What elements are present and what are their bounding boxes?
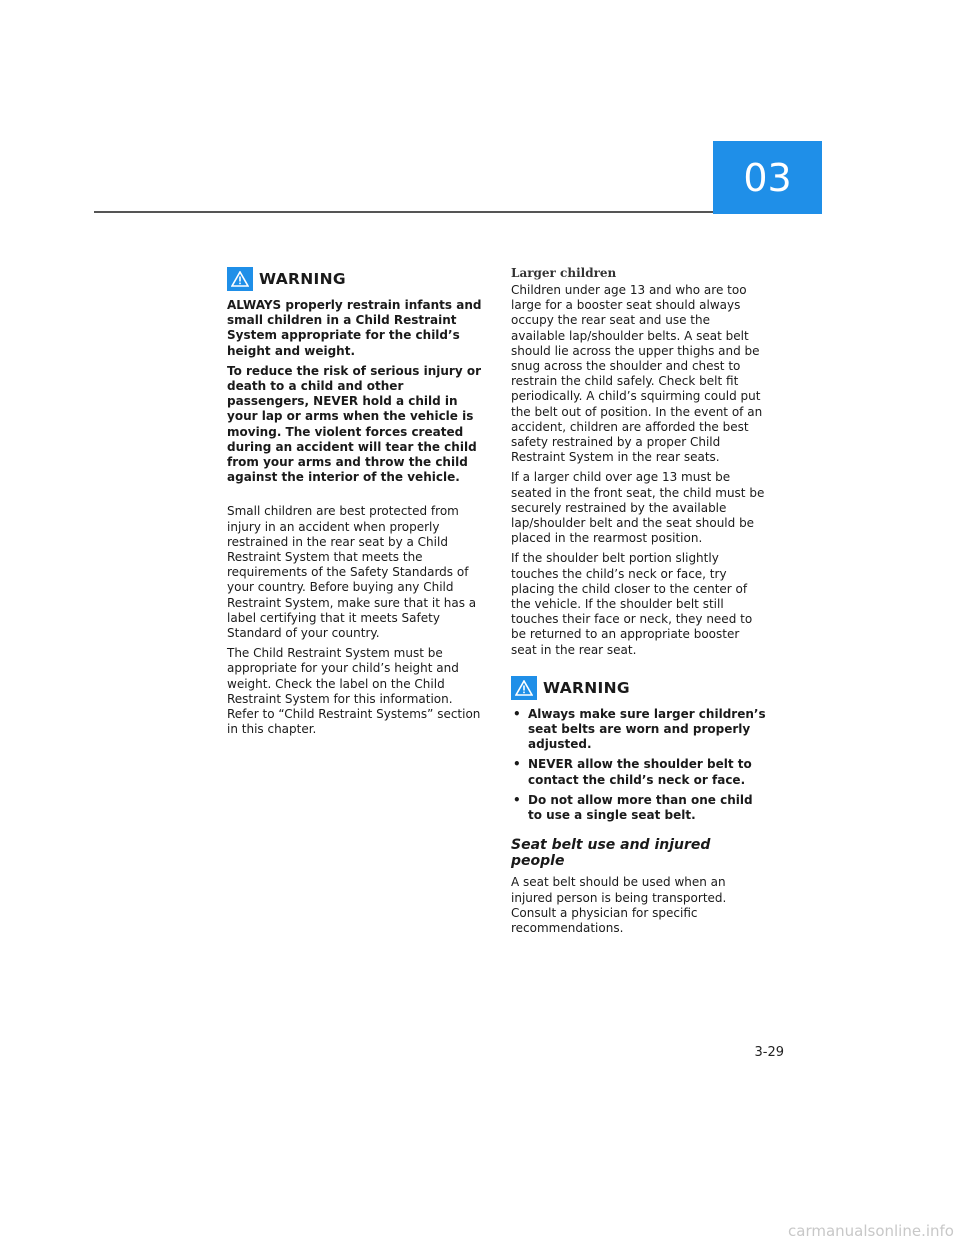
bullet-icon: • bbox=[513, 792, 521, 807]
body-paragraph: The Child Restraint System must be appropriate for your child’s height and weight. Check the label on the Child Restraint System for this information. Refer to “Child Restraint Systems” section in this chapter. bbox=[227, 646, 481, 737]
warning-list-item bbox=[511, 707, 767, 753]
warning-item-text: Always make sure larger children’s seat belts are worn and properly adjusted. bbox=[528, 706, 766, 752]
warning-item-text: Do not allow more than one child to use a single seat belt. bbox=[528, 792, 753, 823]
warning-list-item bbox=[511, 793, 767, 823]
section-title: Seat belt use and injured people bbox=[511, 837, 711, 870]
chapter-tab: 03 bbox=[713, 141, 822, 214]
body-paragraph: Children under age 13 and who are too large for a booster seat should always occupy the rear seat and use the available lap/shoulder belts. A seat belt should lie across the upper thighs and be snug across the shoulder and chest to restrain the child safely. Check belt fit periodically. A child’s squirming could put the belt out of position. In the event of an accident, children are afforded the best safety restrained by a proper Child Restraint System in the rear seats. bbox=[511, 283, 763, 465]
body-paragraph: A seat belt should be used when an injured person is being transported. Consult a physician for specific recommendations. bbox=[511, 875, 727, 935]
body-paragraph: If a larger child over age 13 must be seated in the front seat, the child must be securely restrained by the available lap/shoulder belt and the seat should be placed in the rearmost position. bbox=[511, 470, 765, 546]
bullet-icon: • bbox=[513, 757, 521, 772]
header-rule bbox=[94, 211, 713, 213]
warning-item-text: NEVER allow the shoulder belt to contact the child’s neck or face. bbox=[528, 757, 752, 787]
left-column bbox=[227, 266, 483, 742]
warning-triangle-icon bbox=[227, 267, 253, 291]
warning-header bbox=[227, 266, 483, 292]
page-number: 3-29 bbox=[754, 1045, 784, 1060]
warning-triangle-icon bbox=[511, 676, 537, 700]
warning-label: WARNING bbox=[259, 270, 346, 288]
bullet-icon: • bbox=[513, 706, 521, 721]
watermark: carmanualsonline.info bbox=[788, 1222, 954, 1240]
body-paragraph: If the shoulder belt portion slightly touches the child’s neck or face, try placing the child closer to the center of the vehicle. If the shoulder belt still touches their face or neck, they need to be returned to an appropriate booster seat in the rear seat. bbox=[511, 551, 753, 657]
body-paragraph: Small children are best protected from injury in an accident when properly restrained in the rear seat by a Child Restraint System that meets the requirements of the Safety Standards of your country. Before buying any Child Restraint System, make sure that it has a label certifying that it meets Safety Standard of your country. bbox=[227, 504, 477, 641]
warning-label: WARNING bbox=[543, 678, 630, 697]
subheading: Larger children bbox=[511, 266, 617, 280]
warning-header bbox=[511, 675, 767, 701]
warning-text: ALWAYS properly restrain infants and small children in a Child Restraint System appropriate for the child’s height and weight. bbox=[227, 298, 482, 358]
warning-list bbox=[511, 707, 767, 823]
warning-list-item bbox=[511, 757, 767, 787]
right-column bbox=[511, 266, 767, 941]
warning-text: To reduce the risk of serious injury or death to a child and other passengers, NEVER hold a child in your lap or arms when the vehicle is moving. The violent forces created during an accident will tear the child from your arms and throw the child against the interior of the vehicle. bbox=[227, 363, 482, 485]
